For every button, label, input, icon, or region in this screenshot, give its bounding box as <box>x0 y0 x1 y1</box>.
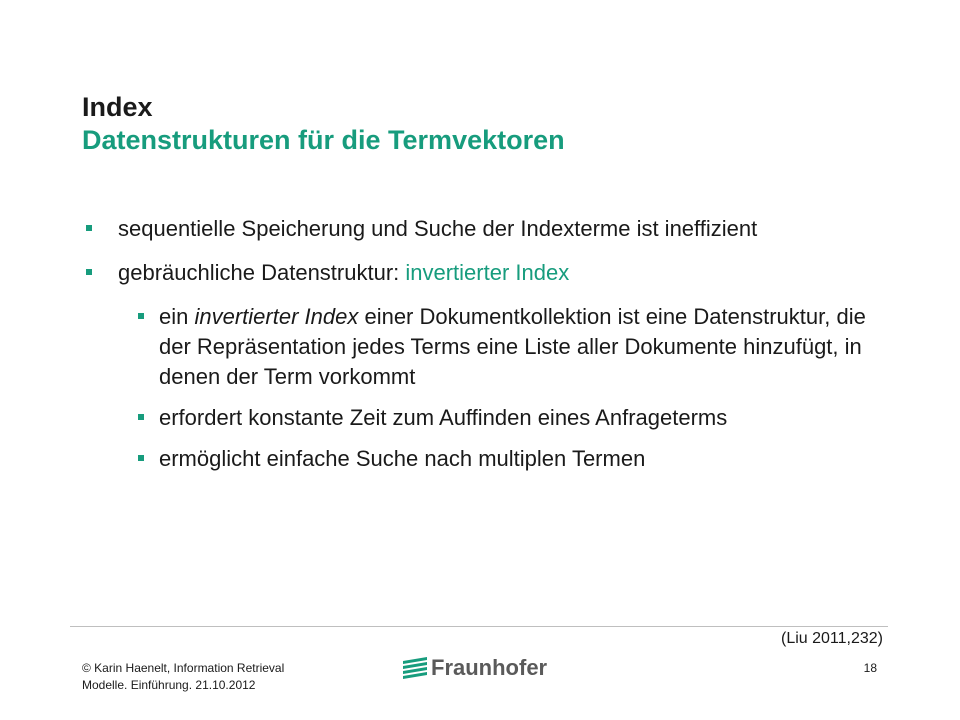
list-item <box>82 302 882 392</box>
title-block <box>82 91 565 157</box>
square-bullet-icon <box>138 414 144 420</box>
bullet-text: ein <box>159 304 195 329</box>
list-item <box>82 403 882 433</box>
footer-credits <box>82 660 284 694</box>
slide-subtitle: Datenstrukturen für die Termvektoren <box>82 125 565 155</box>
bullet-list <box>82 214 882 474</box>
slide-title: Index <box>82 92 153 122</box>
footer-line-1: © Karin Haenelt, Information Retrieval <box>82 661 285 675</box>
list-item <box>82 444 882 474</box>
bullet-text: sequentielle Speicherung und Suche der Indexterme ist ineffizient <box>118 216 758 241</box>
square-bullet-icon <box>138 313 144 319</box>
page-number: 18 <box>863 661 877 675</box>
fraunhofer-logo <box>403 655 547 681</box>
list-item <box>82 214 882 244</box>
italic-term: invertierter Index <box>194 304 359 329</box>
square-bullet-icon <box>138 455 144 461</box>
footer-divider <box>70 626 888 627</box>
fraunhofer-logo-icon <box>403 657 427 679</box>
bullet-text: gebräuchliche Datenstruktur: <box>118 260 406 285</box>
highlight-term: invertierter Index <box>405 260 570 285</box>
bullet-text: erfordert konstante Zeit zum Auffinden eines Anfrageterms <box>159 405 728 430</box>
footer-line-2: Modelle. Einführung. 21.10.2012 <box>82 678 256 692</box>
bullet-text: ermöglicht einfache Suche nach multiplen Termen <box>159 446 646 471</box>
square-bullet-icon <box>86 225 92 231</box>
logo-wordmark: Fraunhofer <box>431 655 548 680</box>
list-item <box>82 258 882 288</box>
bullet-text: einer Dokumentkollektion ist eine Datenstruktur, die der Repräsentation jedes Terms eine Liste aller Dokumente hinzufügt, in denen der Term vorkommt <box>159 304 866 389</box>
citation: (Liu 2011,232) <box>781 630 883 647</box>
square-bullet-icon <box>86 269 92 275</box>
